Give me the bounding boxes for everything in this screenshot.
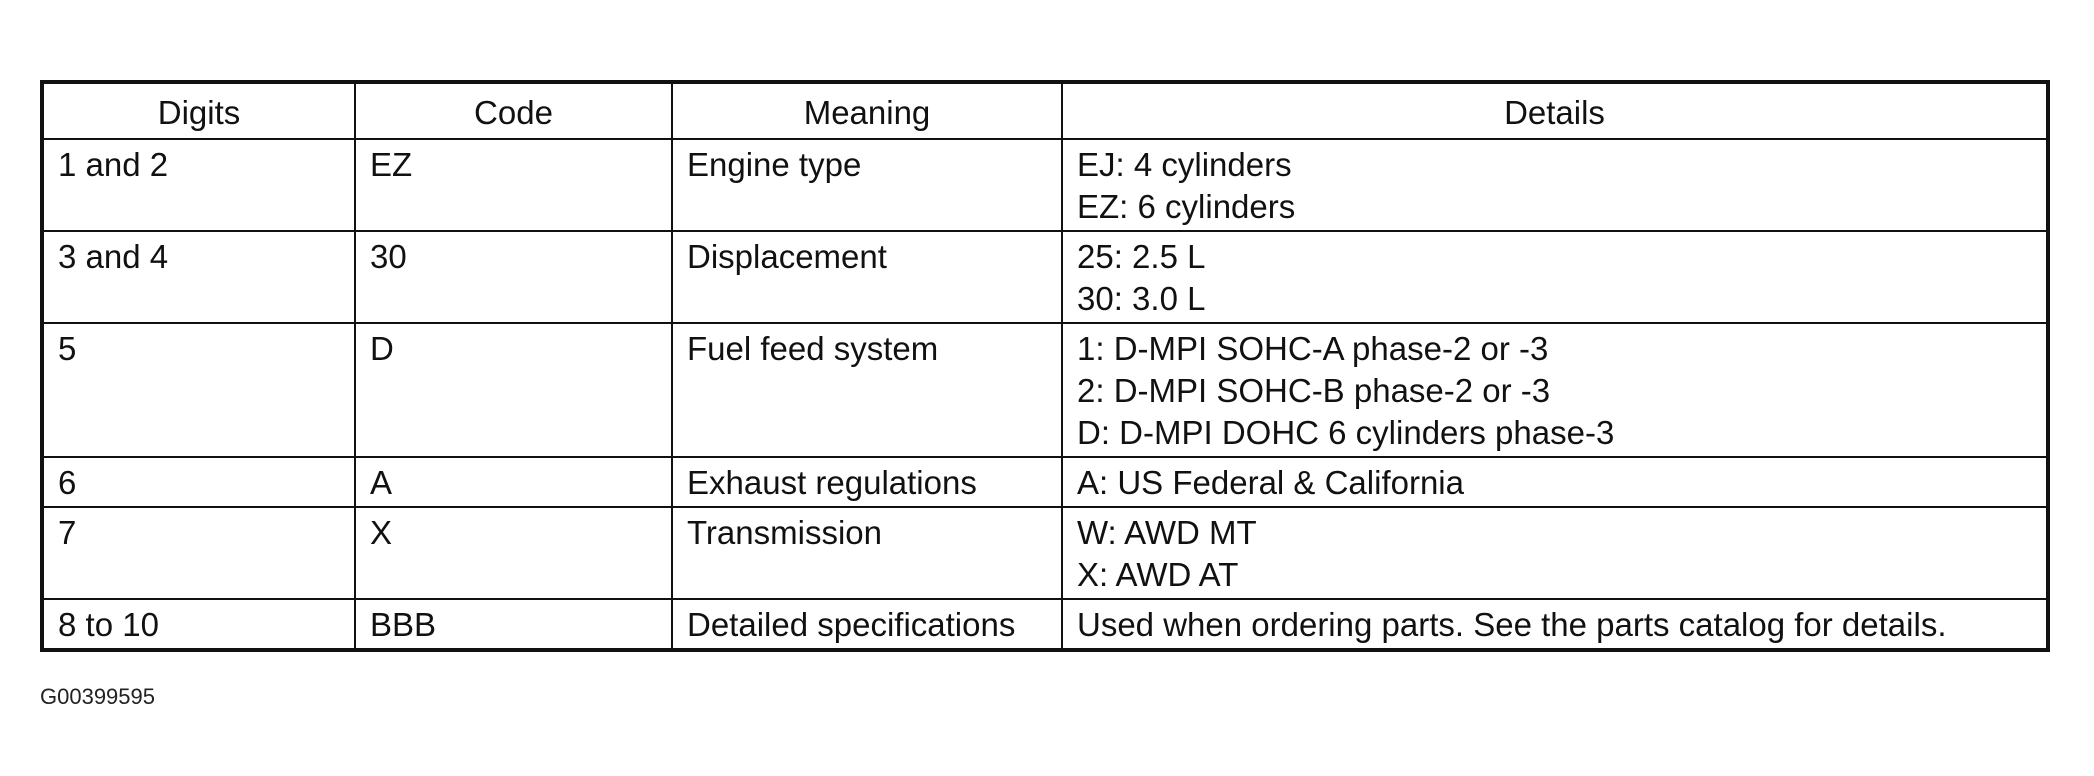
cell-details (1062, 599, 2048, 650)
cell-digits: 3 and 4 (42, 231, 355, 323)
cell-meaning: Engine type (672, 139, 1062, 231)
cell-digits: 1 and 2 (42, 139, 355, 231)
cell-meaning: Transmission (672, 507, 1062, 599)
cell-code: EZ (355, 139, 672, 231)
table-row (42, 457, 2048, 507)
detail-line: 1: D-MPI SOHC-A phase-2 or -3 (1077, 330, 1549, 367)
cell-code: D (355, 323, 672, 457)
detail-line: 30: 3.0 L (1077, 280, 1206, 317)
header-meaning: Meaning (672, 82, 1062, 139)
cell-digits: 5 (42, 323, 355, 457)
cell-details (1062, 231, 2048, 323)
table-header-row (42, 82, 2048, 139)
cell-digits: 6 (42, 457, 355, 507)
header-code: Code (355, 82, 672, 139)
cell-details (1062, 457, 2048, 507)
table-row (42, 139, 2048, 231)
detail-line: 25: 2.5 L (1077, 238, 1206, 275)
detail-line: W: AWD MT (1077, 514, 1257, 551)
cell-code: A (355, 457, 672, 507)
cell-code: 30 (355, 231, 672, 323)
engine-code-table (40, 80, 2050, 652)
cell-meaning: Detailed specifications (672, 599, 1062, 650)
cell-meaning: Fuel feed system (672, 323, 1062, 457)
table-row (42, 323, 2048, 457)
table-row (42, 599, 2048, 650)
engine-code-table-wrapper (40, 80, 2050, 652)
detail-line: 2: D-MPI SOHC-B phase-2 or -3 (1077, 372, 1551, 409)
detail-line: X: AWD AT (1077, 556, 1239, 593)
detail-line: A: US Federal & California (1077, 464, 1464, 501)
table-row (42, 231, 2048, 323)
cell-digits: 7 (42, 507, 355, 599)
cell-code: BBB (355, 599, 672, 650)
header-digits: Digits (42, 82, 355, 139)
figure-id: G00399595 (40, 684, 155, 709)
cell-details (1062, 507, 2048, 599)
detail-line: D: D-MPI DOHC 6 cylinders phase-3 (1077, 414, 1615, 451)
table-row (42, 507, 2048, 599)
cell-meaning: Displacement (672, 231, 1062, 323)
cell-details (1062, 323, 2048, 457)
detail-line: Used when ordering parts. See the parts catalog for details. (1077, 606, 1947, 643)
header-details: Details (1062, 82, 2048, 139)
detail-line: EZ: 6 cylinders (1077, 188, 1296, 225)
cell-code: X (355, 507, 672, 599)
cell-digits: 8 to 10 (42, 599, 355, 650)
cell-details (1062, 139, 2048, 231)
detail-line: EJ: 4 cylinders (1077, 146, 1292, 183)
cell-meaning: Exhaust regulations (672, 457, 1062, 507)
